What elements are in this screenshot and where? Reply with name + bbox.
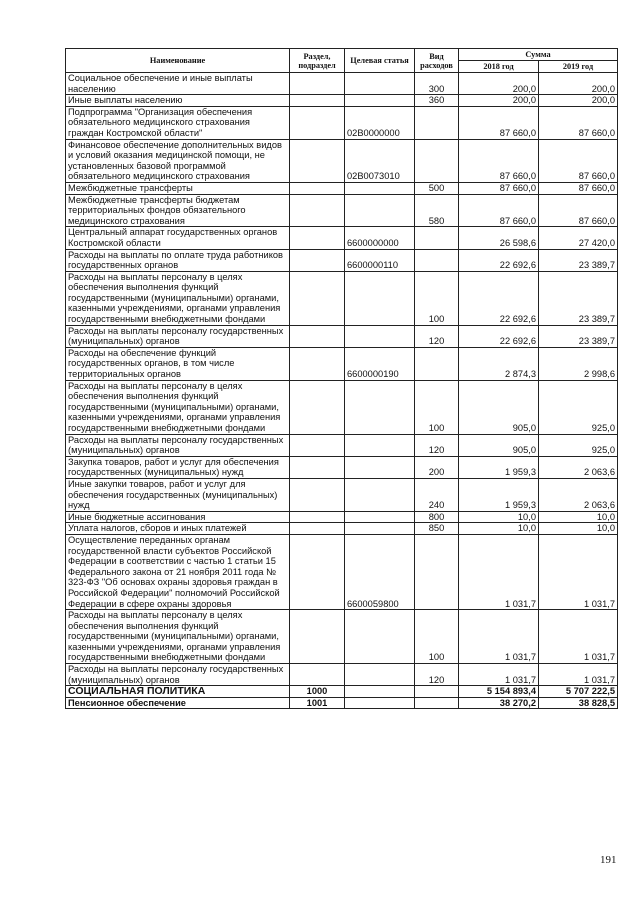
row-sum-2018: 1 031,7 [459, 534, 539, 609]
row-sum-2018: 87 660,0 [459, 182, 539, 194]
row-section [290, 534, 345, 609]
row-sum-2018: 22 692,6 [459, 249, 539, 271]
row-expense-kind: 100 [415, 271, 459, 325]
row-sum-2019: 200,0 [539, 95, 618, 107]
row-sum-2019: 2 063,6 [539, 478, 618, 511]
row-name: Иные бюджетные ассигнования [66, 511, 290, 523]
table-row [66, 347, 618, 380]
row-expense-kind [415, 534, 459, 609]
row-name: СОЦИАЛЬНАЯ ПОЛИТИКА [66, 686, 290, 698]
row-name: Расходы на выплаты персоналу государственных (муниципальных) органов [66, 664, 290, 686]
row-target-code: 6600000190 [345, 347, 415, 380]
row-name: Уплата налогов, сборов и иных платежей [66, 523, 290, 535]
row-sum-2018: 1 031,7 [459, 610, 539, 664]
row-section [290, 95, 345, 107]
row-name: Межбюджетные трансферты [66, 182, 290, 194]
row-sum-2018: 38 270,2 [459, 697, 539, 709]
table-row [66, 325, 618, 347]
row-expense-kind [415, 347, 459, 380]
row-target-code [345, 478, 415, 511]
row-target-code [345, 182, 415, 194]
row-target-code [345, 271, 415, 325]
row-sum-2019: 23 389,7 [539, 325, 618, 347]
row-sum-2018: 87 660,0 [459, 194, 539, 227]
row-expense-kind: 100 [415, 380, 459, 434]
table-row [66, 194, 618, 227]
row-sum-2019: 27 420,0 [539, 227, 618, 249]
table-row [66, 139, 618, 182]
row-name: Расходы на выплаты по оплате труда работников государственных органов [66, 249, 290, 271]
table-header [66, 49, 618, 73]
row-section [290, 182, 345, 194]
row-target-code [345, 686, 415, 698]
row-name: Иные выплаты населению [66, 95, 290, 107]
row-expense-kind: 300 [415, 73, 459, 95]
row-sum-2018: 87 660,0 [459, 106, 539, 139]
header-kind: Вид расходов [415, 49, 459, 73]
row-section [290, 347, 345, 380]
row-section [290, 380, 345, 434]
table-row [66, 456, 618, 478]
row-section [290, 73, 345, 95]
budget-table [65, 48, 618, 709]
table-row [66, 380, 618, 434]
row-target-code [345, 95, 415, 107]
row-sum-2019: 1 031,7 [539, 610, 618, 664]
row-target-code: 6600059800 [345, 534, 415, 609]
row-sum-2018: 1 031,7 [459, 664, 539, 686]
row-section: 1001 [290, 697, 345, 709]
row-sum-2019: 925,0 [539, 380, 618, 434]
row-sum-2018: 905,0 [459, 434, 539, 456]
row-name: Осуществление переданных органам государственной власти субъектов Российской Федерации в соответствии с частью 1 статьи 15 Федерального закона от 21 ноября 2011 года № 323-ФЗ "Об основах охраны здоровья граждан в Российской Федерации" полномочий Российской Федерации в сфере охраны здоровья [66, 534, 290, 609]
row-sum-2019: 38 828,5 [539, 697, 618, 709]
table-row [66, 106, 618, 139]
row-sum-2018: 87 660,0 [459, 139, 539, 182]
row-sum-2018: 2 874,3 [459, 347, 539, 380]
row-expense-kind [415, 686, 459, 698]
row-target-code [345, 434, 415, 456]
row-target-code [345, 380, 415, 434]
row-section [290, 249, 345, 271]
row-expense-kind: 200 [415, 456, 459, 478]
row-name: Расходы на выплаты персоналу в целях обеспечения выполнения функций государственными (муниципальными) органами, казенными учреждениями, органами управления государственными внебюджетными фондами [66, 380, 290, 434]
row-target-code [345, 697, 415, 709]
row-sum-2018: 1 959,3 [459, 456, 539, 478]
row-name: Межбюджетные трансферты бюджетам территориальных фондов обязательного медицинского страхования [66, 194, 290, 227]
table-row [66, 664, 618, 686]
row-section [290, 271, 345, 325]
row-sum-2019: 5 707 222,5 [539, 686, 618, 698]
row-sum-2019: 200,0 [539, 73, 618, 95]
table-row [66, 686, 618, 698]
table-row [66, 697, 618, 709]
row-sum-2019: 1 031,7 [539, 534, 618, 609]
page-number: 191 [600, 854, 617, 866]
table-row [66, 434, 618, 456]
row-sum-2019: 1 031,7 [539, 664, 618, 686]
row-sum-2019: 87 660,0 [539, 194, 618, 227]
header-section: Раздел, подраздел [290, 49, 345, 73]
row-expense-kind: 100 [415, 610, 459, 664]
row-target-code [345, 456, 415, 478]
row-name: Расходы на выплаты персоналу в целях обеспечения выполнения функций государственными (муниципальными) органами, казенными учреждениями, органами управления государственными внебюджетными фондами [66, 271, 290, 325]
row-name: Социальное обеспечение и иные выплаты населению [66, 73, 290, 95]
row-target-code [345, 511, 415, 523]
row-section [290, 511, 345, 523]
row-name: Расходы на обеспечение функций государственных органов, в том числе территориальных органов [66, 347, 290, 380]
row-sum-2018: 5 154 893,4 [459, 686, 539, 698]
row-sum-2019: 2 998,6 [539, 347, 618, 380]
row-sum-2019: 23 389,7 [539, 249, 618, 271]
row-sum-2018: 22 692,6 [459, 271, 539, 325]
row-expense-kind: 580 [415, 194, 459, 227]
table-row [66, 182, 618, 194]
row-sum-2018: 1 959,3 [459, 478, 539, 511]
row-target-code [345, 73, 415, 95]
row-expense-kind: 240 [415, 478, 459, 511]
row-target-code: 6600000110 [345, 249, 415, 271]
row-target-code [345, 325, 415, 347]
row-section [290, 664, 345, 686]
row-sum-2018: 200,0 [459, 95, 539, 107]
table-row [66, 95, 618, 107]
row-expense-kind: 120 [415, 325, 459, 347]
row-sum-2019: 10,0 [539, 523, 618, 535]
row-sum-2019: 87 660,0 [539, 182, 618, 194]
row-target-code [345, 664, 415, 686]
row-sum-2018: 10,0 [459, 511, 539, 523]
row-section [290, 325, 345, 347]
table-row [66, 73, 618, 95]
table-row [66, 534, 618, 609]
table-row [66, 478, 618, 511]
row-expense-kind [415, 139, 459, 182]
row-expense-kind: 850 [415, 523, 459, 535]
header-target: Целевая статья [345, 49, 415, 73]
row-expense-kind: 360 [415, 95, 459, 107]
row-sum-2019: 23 389,7 [539, 271, 618, 325]
row-section [290, 106, 345, 139]
row-target-code [345, 523, 415, 535]
row-expense-kind: 800 [415, 511, 459, 523]
row-name: Центральный аппарат государственных органов Костромской области [66, 227, 290, 249]
row-sum-2019: 10,0 [539, 511, 618, 523]
row-section [290, 610, 345, 664]
table-row [66, 523, 618, 535]
row-target-code: 02В0073010 [345, 139, 415, 182]
header-year-2018: 2018 год [459, 61, 539, 73]
row-name: Закупка товаров, работ и услуг для обеспечения государственных (муниципальных) нужд [66, 456, 290, 478]
row-sum-2019: 925,0 [539, 434, 618, 456]
row-sum-2018: 26 598,6 [459, 227, 539, 249]
table-row [66, 227, 618, 249]
row-section [290, 478, 345, 511]
row-section [290, 227, 345, 249]
row-target-code: 02В0000000 [345, 106, 415, 139]
row-name: Пенсионное обеспечение [66, 697, 290, 709]
row-name: Иные закупки товаров, работ и услуг для обеспечения государственных (муниципальных) нужд [66, 478, 290, 511]
header-name: Наименование [66, 49, 290, 73]
header-sum: Сумма [459, 49, 618, 61]
row-name: Расходы на выплаты персоналу государственных (муниципальных) органов [66, 434, 290, 456]
row-section [290, 194, 345, 227]
row-target-code [345, 610, 415, 664]
row-section [290, 456, 345, 478]
row-sum-2019: 87 660,0 [539, 139, 618, 182]
row-target-code: 6600000000 [345, 227, 415, 249]
header-year-2019: 2019 год [539, 61, 618, 73]
row-section: 1000 [290, 686, 345, 698]
row-expense-kind: 500 [415, 182, 459, 194]
row-expense-kind [415, 249, 459, 271]
row-expense-kind [415, 697, 459, 709]
row-expense-kind [415, 106, 459, 139]
table-row [66, 511, 618, 523]
row-target-code [345, 194, 415, 227]
row-expense-kind: 120 [415, 434, 459, 456]
row-section [290, 139, 345, 182]
row-expense-kind [415, 227, 459, 249]
row-sum-2018: 10,0 [459, 523, 539, 535]
row-section [290, 434, 345, 456]
row-sum-2018: 200,0 [459, 73, 539, 95]
table-row [66, 249, 618, 271]
row-expense-kind: 120 [415, 664, 459, 686]
row-sum-2018: 22 692,6 [459, 325, 539, 347]
row-name: Расходы на выплаты персоналу в целях обеспечения выполнения функций государственными (муниципальными) органами, казенными учреждениями, органами управления государственными внебюджетными фондами [66, 610, 290, 664]
row-section [290, 523, 345, 535]
row-name: Финансовое обеспечение дополнительных видов и условий оказания медицинской помощи, не установленных базовой программой обязательного медицинского страхования [66, 139, 290, 182]
row-sum-2018: 905,0 [459, 380, 539, 434]
row-name: Подпрограмма "Организация обеспечения обязательного медицинского страхования граждан Костромской области" [66, 106, 290, 139]
row-sum-2019: 87 660,0 [539, 106, 618, 139]
row-sum-2019: 2 063,6 [539, 456, 618, 478]
table-row [66, 610, 618, 664]
table-row [66, 271, 618, 325]
row-name: Расходы на выплаты персоналу государственных (муниципальных) органов [66, 325, 290, 347]
table-body [66, 73, 618, 709]
